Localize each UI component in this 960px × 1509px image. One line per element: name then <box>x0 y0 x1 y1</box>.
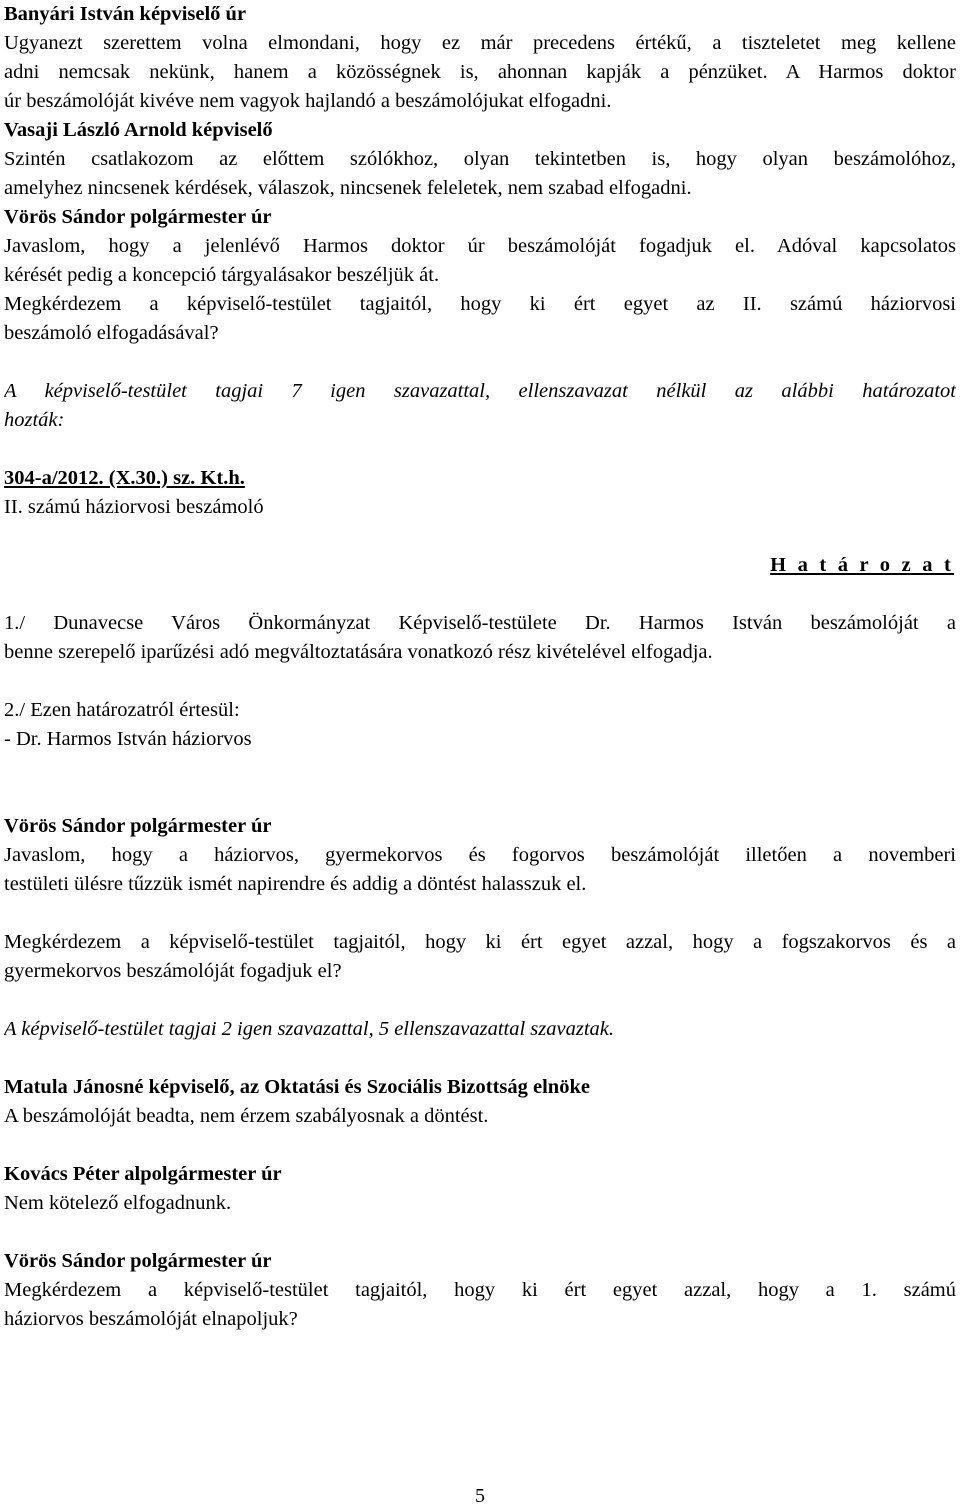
paragraph-line: kérését pedig a koncepció tárgyalásakor beszéljük át. <box>4 264 440 286</box>
paragraph-line: A beszámolóját beadta, nem érzem szabályosnak a döntést. <box>4 1105 489 1127</box>
spacer <box>4 899 956 928</box>
paragraph-line: Nem kötelező elfogadnunk. <box>4 1192 232 1214</box>
paragraph-line: Ugyanezt szerettem volna elmondani, hogy ez már precedens értékű, a tiszteletet meg kellene <box>4 32 956 54</box>
resolution-point-line: benne szerepelő iparűzési adó megváltoztatására vonatkozó rész kivételével elfogadja. <box>4 641 713 663</box>
speaker-name: Vörös Sándor polgármester úr <box>4 1250 272 1272</box>
spacer <box>4 667 956 696</box>
resolution-point-line: 1./ Dunavecse Város Önkormányzat Képviselő-testülete Dr. Harmos István beszámolóját a <box>4 612 956 634</box>
notification-recipient: - Dr. Harmos István háziorvos <box>4 728 252 750</box>
speaker-name: Vörös Sándor polgármester úr <box>4 206 272 228</box>
paragraph-line: háziorvos beszámolóját elnapoljuk? <box>4 1308 298 1330</box>
resolution-subject: II. számú háziorvosi beszámoló <box>4 496 264 518</box>
paragraph-line: Megkérdezem a képviselő-testület tagjaitól, hogy ki ért egyet azzal, hogy a 1. számú <box>4 1279 956 1301</box>
document-page <box>4 0 956 1334</box>
speaker-name: Kovács Péter alpolgármester úr <box>4 1163 282 1185</box>
notification-title: 2./ Ezen határozatról értesül: <box>4 699 240 721</box>
speaker-name: Banyári István képviselő úr <box>4 3 247 25</box>
resolution-heading: H a t á r o z a t <box>770 554 954 576</box>
speaker-name: Vörös Sándor polgármester úr <box>4 815 272 837</box>
spacer <box>4 522 956 551</box>
spacer <box>4 580 956 609</box>
paragraph-line: Szintén csatlakozom az előttem szólókhoz, olyan tekintetben is, hogy olyan beszámolóhoz, <box>4 148 956 170</box>
spacer <box>4 435 956 464</box>
paragraph-line: Javaslom, hogy a háziorvos, gyermekorvos és fogorvos beszámolóját illetően a novemberi <box>4 844 956 866</box>
spacer <box>4 1131 956 1160</box>
spacer <box>4 986 956 1015</box>
paragraph-line: testületi ülésre tűzzük ismét napirendre és addig a döntést halasszuk el. <box>4 873 587 895</box>
resolution-number: 304-a/2012. (X.30.) sz. Kt.h. <box>4 467 245 489</box>
paragraph-line: Javaslom, hogy a jelenlévő Harmos doktor úr beszámolóját fogadjuk el. Adóval kapcsolatos <box>4 235 956 257</box>
spacer <box>4 754 956 812</box>
paragraph-line: beszámoló elfogadásával? <box>4 322 219 344</box>
paragraph-line: amelyhez nincsenek kérdések, válaszok, nincsenek feleletek, nem szabad elfogadni. <box>4 177 692 199</box>
vote-result-line: A képviselő-testület tagjai 7 igen szavazattal, ellenszavazat nélkül az alábbi határozatot <box>4 380 956 402</box>
speaker-name: Matula Jánosné képviselő, az Oktatási és Szociális Bizottság elnöke <box>4 1076 590 1098</box>
vote-result-line: hozták: <box>4 409 65 431</box>
vote-result-line: A képviselő-testület tagjai 2 igen szavazattal, 5 ellenszavazattal szavaztak. <box>4 1018 614 1040</box>
paragraph-line: úr beszámolóját kivéve nem vagyok hajlandó a beszámolójukat elfogadni. <box>4 90 612 112</box>
spacer <box>4 348 956 377</box>
spacer <box>4 1044 956 1073</box>
speaker-name: Vasaji László Arnold képviselő <box>4 119 273 141</box>
paragraph-line: Megkérdezem a képviselő-testület tagjaitól, hogy ki ért egyet az II. számú háziorvosi <box>4 293 956 315</box>
paragraph-line: gyermekorvos beszámolóját fogadjuk el? <box>4 960 342 982</box>
paragraph-line: adni nemcsak nekünk, hanem a közösségnek is, ahonnan kapják a pénzüket. A Harmos doktor <box>4 61 956 83</box>
page-number: 5 <box>475 1485 485 1507</box>
spacer <box>4 1218 956 1247</box>
paragraph-line: Megkérdezem a képviselő-testület tagjaitól, hogy ki ért egyet azzal, hogy a fogszakorvos és a <box>4 931 956 953</box>
